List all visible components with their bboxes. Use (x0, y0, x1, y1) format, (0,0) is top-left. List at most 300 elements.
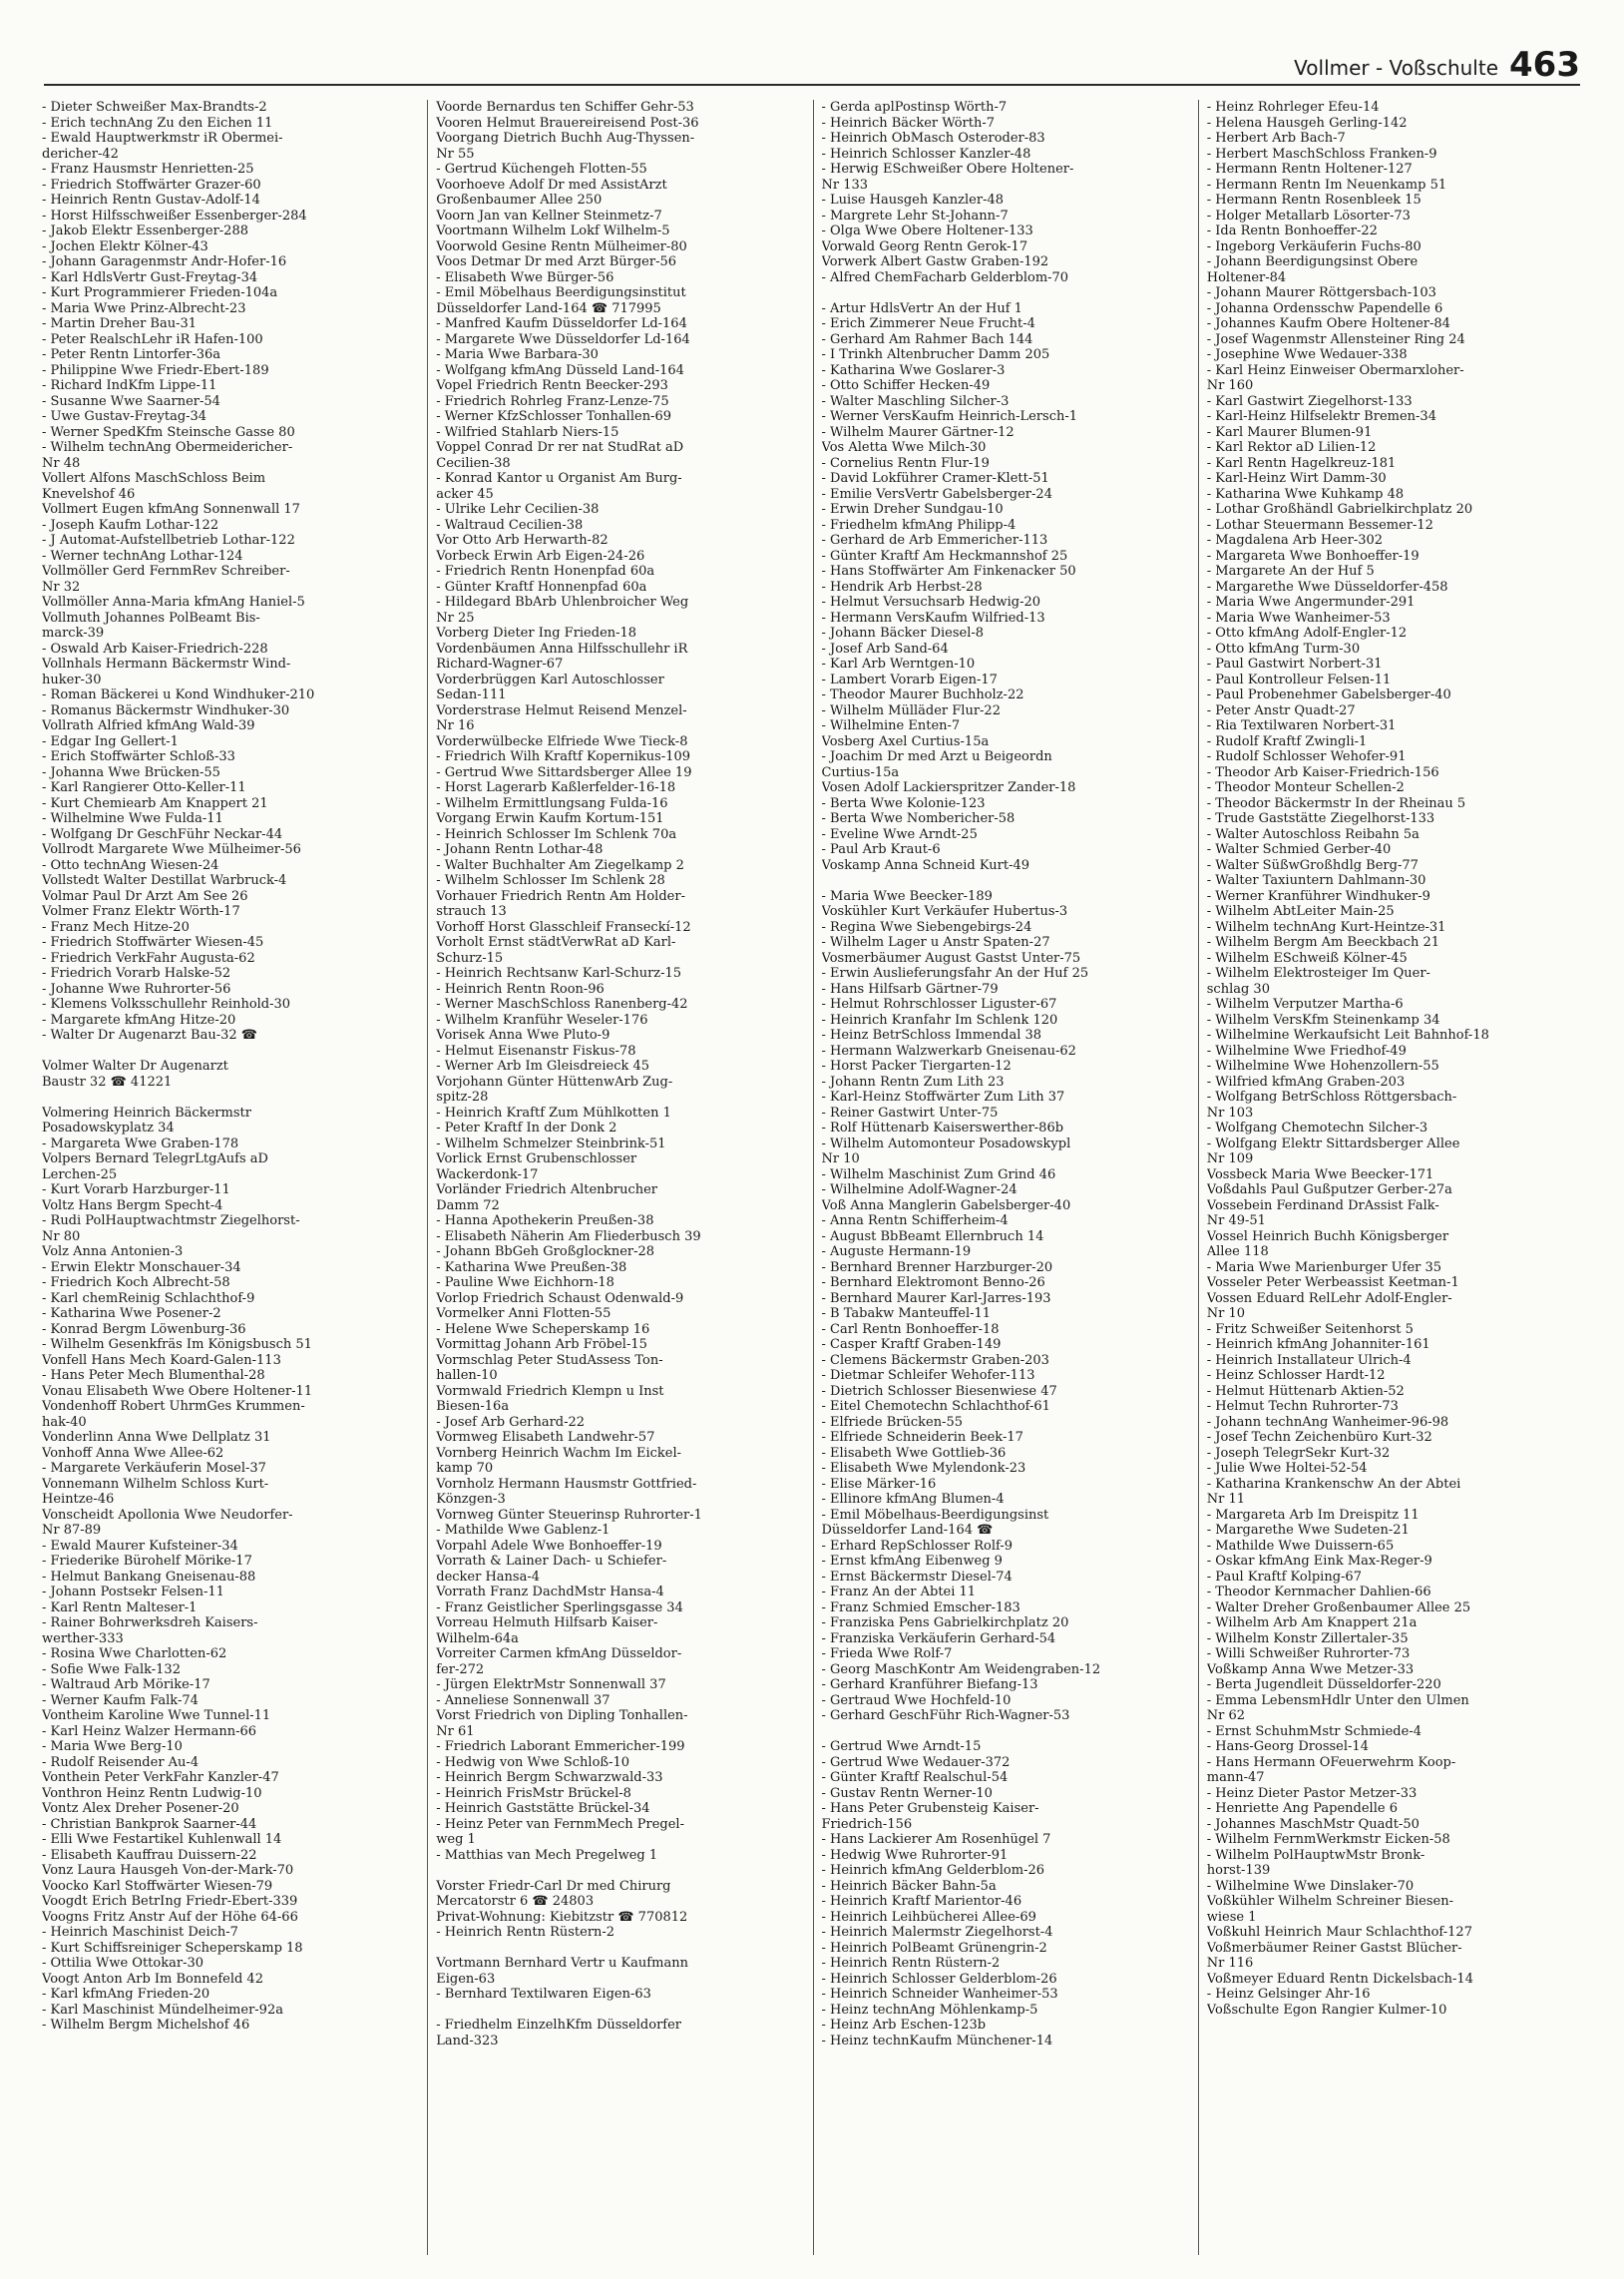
directory-entry: Vorholt Ernst städtVerwRat aD Karl- (436, 935, 676, 950)
directory-entry: Nr 25 (436, 610, 475, 626)
directory-entry: - Heinz technAng Möhlenkamp-5 (821, 2002, 1038, 2018)
directory-entry: - Helmut Hüttenarb Aktien-52 (1206, 1383, 1405, 1399)
directory-entry: - Wilhelmine Adolf-Wagner-24 (821, 1182, 1017, 1197)
directory-entry: - Johannes Kaufm Obere Holtener-84 (1206, 316, 1450, 331)
directory-entry: - Wilhelm Bergm Am Beeckbach 21 (1206, 935, 1439, 950)
directory-entry: - Josef Techn Zeichenbüro Kurt-32 (1206, 1430, 1432, 1445)
directory-entry: - Johanna Wwe Brücken-55 (42, 764, 220, 780)
directory-entry: - Friedrich VerkFahr Augusta-62 (42, 950, 255, 966)
directory-entry: - Alfred ChemFacharb Gelderblom-70 (821, 269, 1069, 285)
directory-entry: - Johann Postsekr Felsen-11 (42, 1585, 224, 1599)
directory-entry: Vor Otto Arb Herwarth-82 (436, 533, 609, 548)
directory-entry: - Margarete Wwe Düsseldorfer Ld-164 (436, 331, 690, 347)
directory-entry: Nr 10 (821, 1151, 860, 1166)
directory-entry: - Ernst kfmAng Eibenweg 9 (821, 1554, 1003, 1569)
directory-entry: Nr 61 (436, 1723, 475, 1739)
directory-entry: - Theodor Bäckermstr In der Rheinau 5 (1206, 795, 1466, 811)
directory-entry: Vollrath Alfried kfmAng Wald-39 (42, 718, 255, 733)
directory-entry: - Karl-Heinz Hilfselektr Bremen-34 (1206, 409, 1436, 424)
directory-entry: - Helmut Techn Ruhrorter-73 (1206, 1399, 1399, 1414)
directory-entry: Vorpahl Adele Wwe Bonhoeffer-19 (436, 1538, 662, 1554)
directory-entry: - Maria Wwe Angermunder-291 (1206, 595, 1416, 610)
directory-entry: - Erich Zimmerer Neue Frucht-4 (821, 316, 1035, 331)
directory-entry: - Olga Wwe Obere Holtener-133 (821, 224, 1033, 238)
directory-entry: - Maria Wwe Berg-10 (42, 1739, 183, 1754)
directory-entry: - B Tabakw Manteuffel-11 (821, 1306, 992, 1321)
directory-entry: - Hans Stoffwärter Am Finkenacker 50 (821, 564, 1076, 579)
directory-entry: - Friedrich Stoffwärter Wiesen-45 (42, 935, 264, 950)
directory-entry: - Gerhard de Arb Emmericher-113 (821, 533, 1048, 548)
directory-entry: - Rainer Bohrwerksdreh Kaisers- (42, 1615, 258, 1630)
directory-entry: Vornweg Günter Steuerinsp Ruhrorter-1 (436, 1507, 702, 1523)
directory-entry: - Helmut Rohrschlosser Liguster-67 (821, 997, 1057, 1012)
directory-entry: - Hermann Rentn Im Neuenkamp 51 (1206, 177, 1447, 193)
directory-entry: Nr 11 (1206, 1492, 1246, 1507)
directory-entry: - Karl HdlsVertr Gust-Freytag-34 (42, 269, 258, 285)
directory-entry: Vollmöller Gerd FernmRev Schreiber- (42, 564, 290, 579)
directory-entry: - Paul Gastwirt Norbert-31 (1206, 657, 1383, 672)
directory-entry: - Jakob Elektr Essenberger-288 (42, 224, 248, 238)
directory-entry: Vorderbrüggen Karl Autoschlosser (436, 672, 664, 687)
directory-entry: - Wilhelm Verputzer Martha-6 (1206, 997, 1404, 1012)
directory-entry: Schurz-15 (436, 950, 504, 966)
directory-entry: - Wilhelm Schmelzer Steinbrink-51 (436, 1136, 666, 1151)
directory-entry: kamp 70 (436, 1461, 494, 1476)
directory-entry: - Manfred Kaufm Düsseldorfer Ld-164 (436, 316, 687, 331)
directory-entry: - Dietmar Schleifer Wehofer-113 (821, 1368, 1035, 1383)
directory-entry: Nr 109 (1206, 1151, 1254, 1166)
directory-entry: - Cornelius Rentn Flur-19 (821, 455, 990, 471)
directory-entry: Friedrich-156 (821, 1816, 913, 1832)
directory-entry: Voskamp Anna Schneid Kurt-49 (821, 857, 1030, 873)
directory-entry: Voorwold Gesine Rentn Mülheimer-80 (436, 238, 687, 254)
page-number: 463 (1509, 45, 1580, 85)
directory-entry: - Kurt Chemiearb Am Knappert 21 (42, 795, 268, 811)
directory-entry: - Heinrich Rentn Rüstern-2 (436, 1925, 615, 1940)
directory-entry: - Karl chemReinig Schlachthof-9 (42, 1290, 255, 1306)
directory-entry: - Helmut Versuchsarb Hedwig-20 (821, 595, 1041, 610)
directory-entry: Nr 116 (1206, 1956, 1254, 1971)
directory-entry: - Johann Rentn Lothar-48 (436, 842, 604, 857)
directory-entry: - Philippine Wwe Friedr-Ebert-189 (42, 362, 269, 378)
directory-entry: - Heinz Dieter Pastor Metzer-33 (1206, 1785, 1418, 1801)
directory-entry: Vonau Elisabeth Wwe Obere Holtener-11 (42, 1383, 313, 1399)
directory-entry: - Ulrike Lehr Cecilien-38 (436, 502, 600, 517)
directory-entry: Vontheim Karoline Wwe Tunnel-11 (42, 1708, 271, 1723)
column-1 (42, 100, 427, 2255)
directory-entry: - Karl-Heinz Stoffwärter Zum Lith 37 (821, 1090, 1065, 1105)
directory-entry: - Helmut Bankang Gneisenau-88 (42, 1569, 256, 1585)
directory-entry: - Helena Hausgeh Gerling-142 (1206, 115, 1408, 131)
directory-entry: - Heinrich Rentn Rüstern-2 (821, 1956, 1001, 1971)
directory-entry: - Waltraud Cecilien-38 (436, 517, 584, 533)
directory-entry: - Horst Hilfsschweißer Essenberger-284 (42, 208, 307, 224)
directory-entry: - Erich Stoffwärter Schloß-33 (42, 749, 235, 764)
directory-entry: - Jürgen ElektrMstr Sonnenwall 37 (436, 1677, 666, 1692)
directory-entry: - Magdalena Arb Heer-302 (1206, 533, 1384, 548)
directory-entry: Vollmuth Johannes PolBeamt Bis- (42, 610, 260, 626)
directory-entry: - Rudolf Kraftf Zwingli-1 (1206, 733, 1368, 749)
directory-entry: decker Hansa-4 (436, 1569, 541, 1585)
directory-entry: Vorreau Helmuth Hilfsarb Kaiser- (436, 1615, 658, 1630)
directory-entry: - Heinrich Maschinist Deich-7 (42, 1925, 238, 1940)
directory-entry: Voß Anna Manglerin Gabelsberger-40 (821, 1197, 1071, 1213)
directory-entry: - Johann technAng Wanheimer-96-98 (1206, 1414, 1449, 1430)
directory-entry: Vormschlag Peter StudAssess Ton- (436, 1352, 663, 1368)
directory-entry: - Anna Rentn Schifferheim-4 (821, 1213, 1009, 1228)
directory-entry: - Waltraud Arb Mörike-17 (42, 1677, 210, 1692)
directory-entry: - Hedwig von Wwe Schloß-10 (436, 1754, 630, 1770)
directory-entry: Großenbaumer Allee 250 (436, 193, 603, 208)
directory-entry: - Fritz Schweißer Seitenhorst 5 (1206, 1321, 1414, 1337)
directory-entry: - Gertrud Küchengeh Flotten-55 (436, 162, 647, 177)
directory-entry: - Wilhelmine Werkaufsicht Leit Bahnhof-18 (1206, 1028, 1489, 1043)
directory-entry: marck-39 (42, 626, 105, 641)
directory-entry: - Heinz Peter van FernmMech Pregel- (436, 1816, 684, 1832)
directory-columns (42, 100, 1583, 2255)
directory-entry: - Maria Wwe Wanheimer-53 (1206, 610, 1391, 626)
directory-entry: - Ewald Maurer Kufsteiner-34 (42, 1538, 238, 1554)
directory-entry: Voorgang Dietrich Buchh Aug-Thyssen- (436, 131, 695, 146)
directory-entry: - Elise Märker-16 (821, 1476, 937, 1492)
directory-entry: - Otto kfmAng Turm-30 (1206, 641, 1361, 657)
directory-entry: - Margareta Wwe Graben-178 (42, 1136, 239, 1151)
directory-entry: - Karl Arb Werntgen-10 (821, 657, 976, 672)
directory-entry: - Bernhard Textilwaren Eigen-63 (436, 1987, 651, 2002)
directory-entry: - Frieda Wwe Rolf-7 (821, 1646, 953, 1661)
directory-entry: Voßmeyer Eduard Rentn Dickelsbach-14 (1206, 1971, 1473, 1987)
directory-entry: - Franz Mech Hitze-20 (42, 919, 190, 935)
directory-entry: - Franz Hausmstr Henrietten-25 (42, 162, 254, 177)
directory-entry: - Joachim Dr med Arzt u Beigeordn (821, 749, 1052, 764)
directory-entry: Nr 16 (436, 718, 475, 733)
directory-entry: - Werner KfzSchlosser Tonhallen-69 (436, 409, 671, 424)
directory-entry: - Bernhard Brenner Harzburger-20 (821, 1259, 1053, 1275)
directory-entry: - Bernhard Elektromont Benno-26 (821, 1275, 1045, 1290)
directory-entry: - Karl-Heinz Wirt Damm-30 (1206, 471, 1387, 486)
directory-entry: - Friedrich Laborant Emmericher-199 (436, 1739, 685, 1754)
directory-entry: Vorlick Ernst Grubenschlosser (436, 1151, 637, 1166)
directory-entry: - Heinz Rohrleger Efeu-14 (1206, 100, 1380, 115)
directory-entry: - Theodor Monteur Schellen-2 (1206, 780, 1405, 795)
directory-entry: - Karl Heinz Walzer Hermann-66 (42, 1723, 257, 1739)
directory-entry: Voogdt Erich BetrIng Friedr-Ebert-339 (42, 1894, 298, 1909)
directory-entry: - Johanne Wwe Ruhrorter-56 (42, 981, 231, 997)
directory-entry: - Walter Buchhalter Am Ziegelkamp 2 (436, 857, 684, 873)
directory-entry: - Heinrich kfmAng Johanniter-161 (1206, 1337, 1430, 1352)
directory-entry: - Gustav Rentn Werner-10 (821, 1785, 993, 1801)
directory-entry: Allee 118 (1206, 1244, 1269, 1259)
directory-entry: - Heinrich FrisMstr Brückel-8 (436, 1785, 631, 1801)
directory-entry: - Wilhelm Maschinist Zum Grind 46 (821, 1166, 1056, 1182)
directory-entry: - Heinrich Gaststätte Brückel-34 (436, 1801, 650, 1816)
directory-entry: - Henriette Ang Papendelle 6 (1206, 1801, 1398, 1816)
directory-entry: - Heinrich Kranfahr Im Schlenk 120 (821, 1012, 1058, 1028)
directory-entry: Vordenbäumen Anna Hilfsschullehr iR (436, 641, 688, 657)
directory-entry: Vorrath & Lainer Dach- u Schiefer- (436, 1554, 667, 1569)
directory-entry: - Ingeborg Verkäuferin Fuchs-80 (1206, 238, 1421, 254)
directory-entry: - Karl Rektor aD Lilien-12 (1206, 440, 1377, 455)
directory-entry: - Hans Hermann OFeuerwehrm Koop- (1206, 1754, 1456, 1770)
page-header (44, 44, 1580, 86)
directory-entry: Knevelshof 46 (42, 486, 136, 502)
directory-entry: Vorlop Friedrich Schaust Odenwald-9 (436, 1290, 684, 1306)
directory-entry: - Helmut Eisenanstr Fiskus-78 (436, 1043, 636, 1059)
directory-entry: Vorbeck Erwin Arb Eigen-24-26 (436, 548, 645, 564)
directory-entry: - Werner Kaufm Falk-74 (42, 1692, 199, 1708)
directory-entry: - Günter Kraftf Realschul-54 (821, 1770, 1009, 1785)
directory-entry: - Friedrich Wilh Kraftf Kopernikus-109 (436, 749, 691, 764)
directory-entry (436, 1941, 804, 1957)
directory-entry: Vonthein Peter VerkFahr Kanzler-47 (42, 1770, 279, 1785)
column-2 (427, 100, 812, 2255)
directory-entry: - Wolfgang Chemotechn Silcher-3 (1206, 1121, 1428, 1136)
directory-entry: - Margareta Arb Im Dreispitz 11 (1206, 1507, 1420, 1523)
directory-entry: - Wilhelm Bergm Michelshof 46 (42, 2018, 250, 2033)
directory-entry: - Wolfgang BetrSchloss Röttgersbach- (1206, 1090, 1457, 1105)
directory-entry: Vonnemann Wilhelm Schloss Kurt- (42, 1476, 269, 1492)
directory-entry: Vormwald Friedrich Klempn u Inst (436, 1383, 664, 1399)
directory-entry: - Heinrich Malermstr Ziegelhorst-4 (821, 1925, 1053, 1940)
directory-entry: Holtener-84 (1206, 269, 1287, 285)
directory-entry: Vontz Alex Dreher Posener-20 (42, 1801, 239, 1816)
directory-entry: Curtius-15a (821, 764, 900, 780)
directory-entry: - David Lokführer Cramer-Klett-51 (821, 471, 1049, 486)
directory-entry: Privat-Wohnung: Kiebitzstr ☎ 770812 (436, 1909, 688, 1925)
directory-entry: - Josephine Wwe Wedauer-338 (1206, 347, 1408, 362)
directory-entry: - Erwin Elektr Monschauer-34 (42, 1259, 241, 1275)
directory-entry: Lerchen-25 (42, 1166, 118, 1182)
directory-entry: - Johann Garagenmstr Andr-Hofer-16 (42, 254, 287, 269)
directory-entry: Volmer Franz Elektr Wörth-17 (42, 904, 240, 919)
directory-entry: - Werner VersKaufm Heinrich-Lersch-1 (821, 409, 1078, 424)
directory-entry: - Heinrich Leihbücherei Allee-69 (821, 1909, 1036, 1925)
directory-entry: - Katharina Krankenschw An der Abtei (1206, 1476, 1461, 1492)
directory-entry: - Wilhelm Gesenkfräs Im Königsbusch 51 (42, 1337, 312, 1352)
directory-entry: - Ewald Hauptwerkmstr iR Obermei- (42, 131, 283, 146)
directory-entry: Volz Anna Antonien-3 (42, 1244, 184, 1259)
directory-entry: mann-47 (1206, 1770, 1265, 1785)
directory-entry: - Walter Autoschloss Reibahn 5a (1206, 826, 1420, 842)
directory-entry: - Walter Schmied Gerber-40 (1206, 842, 1392, 857)
directory-entry: Damm 72 (436, 1197, 500, 1213)
directory-entry: - Wilhelm Mülläder Flur-22 (821, 702, 1001, 718)
directory-entry: - Karl Maurer Blumen-91 (1206, 424, 1373, 440)
directory-entry (822, 873, 1190, 889)
directory-entry: Voorhoeve Adolf Dr med AssistArzt (436, 177, 667, 193)
directory-entry: Biesen-16a (436, 1399, 510, 1414)
directory-entry: - Wilhelm ESchweiß Kölner-45 (1206, 950, 1408, 966)
directory-entry: Vorhoff Horst Glasschleif Franseckí-12 (436, 919, 691, 935)
directory-entry: Vonz Laura Hausgeh Von-der-Mark-70 (42, 1863, 294, 1878)
directory-entry: Vorjohann Günter HüttenwArb Zug- (436, 1074, 673, 1090)
directory-entry: - Walter Dreher Großenbaumer Allee 25 (1206, 1599, 1471, 1615)
directory-entry: - Hans Hilfsarb Gärtner-79 (821, 981, 999, 997)
directory-entry: - Heinrich kfmAng Gelderblom-26 (821, 1863, 1045, 1878)
directory-entry: - Heinrich Schlosser Kanzler-48 (821, 146, 1031, 162)
directory-entry: Könzgen-3 (436, 1492, 506, 1507)
directory-entry: - Walter Maschling Silcher-3 (821, 393, 1010, 409)
directory-entry: - Peter RealschLehr iR Hafen-100 (42, 331, 263, 347)
directory-entry: - Peter Rentn Lintorfer-36a (42, 347, 221, 362)
directory-entry: - Franz An der Abtei 11 (821, 1585, 977, 1599)
directory-entry: Vollmert Eugen kfmAng Sonnenwall 17 (42, 502, 300, 517)
directory-entry: - Elisabeth Kauffrau Duissern-22 (42, 1847, 257, 1863)
directory-entry: Vorderwülbecke Elfriede Wwe Tieck-8 (436, 733, 688, 749)
directory-entry: Vollnhals Hermann Bäckermstr Wind- (42, 657, 291, 672)
directory-entry: - Margrete Lehr St-Johann-7 (821, 208, 1009, 224)
directory-entry: - Rudolf Reisender Au-4 (42, 1754, 200, 1770)
running-head: Vollmer - Voßschulte (1294, 56, 1498, 80)
directory-entry: - Heinrich Bergm Schwarzwald-33 (436, 1770, 663, 1785)
directory-entry (436, 2003, 804, 2019)
directory-entry: - Maria Wwe Barbara-30 (436, 347, 599, 362)
directory-entry: - Maria Wwe Marienburger Ufer 35 (1206, 1259, 1442, 1275)
directory-entry: - Wilhelm Lager u Anstr Spaten-27 (821, 935, 1050, 950)
directory-entry: Vollstedt Walter Destillat Warbruck-4 (42, 873, 287, 888)
directory-entry: - Emil Möbelhaus Beerdigungsinstitut (436, 285, 686, 300)
directory-entry: - Günter Kraftf Am Heckmannshof 25 (821, 548, 1068, 564)
directory-entry: Voßschulte Egon Rangier Kulmer-10 (1206, 2002, 1447, 2018)
directory-entry: - Walter Dr Augenarzt Bau-32 ☎ (42, 1028, 257, 1043)
directory-entry: - Lothar Großhändl Gabrielkirchplatz 20 (1206, 502, 1473, 517)
directory-entry: spitz-28 (436, 1090, 489, 1105)
directory-entry: - Anneliese Sonnenwall 37 (436, 1692, 610, 1708)
directory-entry: Düsseldorfer Land-164 ☎ 717995 (436, 300, 661, 316)
directory-entry: - Friedrich Koch Albrecht-58 (42, 1275, 230, 1290)
directory-entry: - Carl Rentn Bonhoeffer-18 (821, 1321, 1000, 1337)
directory-entry: Vorst Friedrich von Dipling Tonhallen- (436, 1708, 688, 1723)
directory-entry: Voogns Fritz Anstr Auf der Höhe 64-66 (42, 1909, 298, 1925)
directory-entry: - Rudi PolHauptwachtmstr Ziegelhorst- (42, 1213, 300, 1228)
directory-entry: - Romanus Bäckermstr Windhuker-30 (42, 702, 290, 718)
directory-entry: Sedan-111 (436, 687, 507, 702)
directory-entry: Vos Aletta Wwe Milch-30 (821, 440, 987, 455)
directory-entry: Vorreiter Carmen kfmAng Düsseldor- (436, 1646, 682, 1661)
directory-entry: hak-40 (42, 1414, 87, 1430)
directory-entry: Vosberg Axel Curtius-15a (821, 733, 990, 749)
directory-entry: - Erich technAng Zu den Eichen 11 (42, 115, 273, 131)
directory-entry: Vonthron Heinz Rentn Ludwig-10 (42, 1785, 262, 1801)
directory-entry: - Josef Arb Gerhard-22 (436, 1414, 586, 1430)
directory-entry: - Ottilia Wwe Ottokar-30 (42, 1956, 204, 1971)
directory-entry: Voogt Anton Arb Im Bonnefeld 42 (42, 1971, 263, 1987)
directory-entry: Vooren Helmut Brauereireisend Post-36 (436, 115, 699, 131)
directory-entry: - Wilhelm AbtLeiter Main-25 (1206, 904, 1395, 919)
directory-entry: - Walter SüßwGroßhdlg Berg-77 (1206, 857, 1419, 873)
directory-entry: - Gertrud Wwe Arndt-15 (821, 1739, 982, 1754)
directory-entry: - Mathilde Wwe Gablenz-1 (436, 1523, 610, 1538)
directory-entry: - Elisabeth Näherin Am Fliederbusch 39 (436, 1228, 701, 1244)
directory-entry: Vossel Heinrich Buchh Königsberger (1206, 1228, 1449, 1244)
directory-entry: - Susanne Wwe Saarner-54 (42, 393, 220, 409)
directory-entry: - Otto kfmAng Adolf-Engler-12 (1206, 626, 1408, 641)
directory-entry: - Franz Schmied Emscher-183 (821, 1599, 1020, 1615)
directory-entry: - Eveline Wwe Arndt-25 (821, 826, 978, 842)
directory-entry: - Wilhelmine Wwe Dinslaker-70 (1206, 1878, 1415, 1894)
directory-entry: - Ernst Bäckermstr Diesel-74 (821, 1569, 1013, 1585)
directory-entry: - Heinrich Schneider Wanheimer-53 (821, 1987, 1058, 2002)
directory-entry: - Ellinore kfmAng Blumen-4 (821, 1492, 1005, 1507)
directory-entry: - Peter Anstr Quadt-27 (1206, 702, 1356, 718)
directory-entry: wiese 1 (1206, 1909, 1257, 1925)
directory-entry: - Elisabeth Wwe Gottlieb-36 (821, 1445, 1007, 1461)
directory-entry: - Erhard RepSchlosser Rolf-9 (821, 1538, 1014, 1554)
directory-entry: Vossen Eduard RelLehr Adolf-Engler- (1206, 1290, 1452, 1306)
directory-entry: - Johanna Ordensschw Papendelle 6 (1206, 300, 1443, 316)
directory-entry: - Helene Wwe Scheperskamp 16 (436, 1321, 650, 1337)
directory-entry: - Gertrud Wwe Wedauer-372 (821, 1754, 1011, 1770)
directory-entry: - Heinrich Rentn Gustav-Adolf-14 (42, 193, 260, 208)
directory-entry: - Karl Gastwirt Ziegelhorst-133 (1206, 393, 1413, 409)
directory-entry: - Werner technAng Lothar-124 (42, 548, 243, 564)
directory-entry: Eigen-63 (436, 1971, 496, 1987)
directory-entry: - Hanna Apothekerin Preußen-38 (436, 1213, 654, 1228)
directory-entry: Mercatorstr 6 ☎ 24803 (436, 1894, 595, 1909)
directory-entry: - August BbBeamt Ellernbruch 14 (821, 1228, 1044, 1244)
directory-entry: - Oskar kfmAng Eink Max-Reger-9 (1206, 1554, 1432, 1569)
directory-entry: - Ida Rentn Bonhoeffer-22 (1206, 224, 1378, 238)
directory-entry: - Wilhelm Schlosser Im Schlenk 28 (436, 873, 665, 888)
directory-entry: - Margareta Wwe Bonhoeffer-19 (1206, 548, 1420, 564)
directory-entry: - Joseph TelegrSekr Kurt-32 (1206, 1445, 1391, 1461)
directory-entry: - Wolfgang Elektr Sittardsberger Allee (1206, 1136, 1460, 1151)
directory-entry: - Wilhelm Automonteur Posadowskypl (821, 1136, 1071, 1151)
directory-entry: Cecilien-38 (436, 455, 511, 471)
directory-entry: - Heinrich Schlosser Gelderblom-26 (821, 1971, 1057, 1987)
directory-entry: - Johannes MaschMstr Quadt-50 (1206, 1816, 1420, 1832)
directory-entry: - Reiner Gastwirt Unter-75 (821, 1105, 999, 1121)
directory-entry: - Hans-Georg Drossel-14 (1206, 1739, 1369, 1754)
directory-entry: - Hans Peter Mech Blumenthal-28 (42, 1368, 265, 1383)
directory-entry: Vorhauer Friedrich Rentn Am Holder- (436, 888, 685, 904)
directory-entry: Vondenhoff Robert UhrmGes Krummen- (42, 1399, 305, 1414)
directory-entry: - Werner Arb Im Gleisdreieck 45 (436, 1059, 650, 1074)
directory-entry: - Joseph Kaufm Lothar-122 (42, 517, 219, 533)
directory-entry: - Wilhelm technAng Obermeidericher- (42, 440, 293, 455)
directory-entry: - Ria Textilwaren Norbert-31 (1206, 718, 1397, 733)
directory-entry: - Heinrich PolBeamt Grünengrin-2 (821, 1940, 1047, 1956)
directory-entry: - Lambert Vorarb Eigen-17 (821, 672, 998, 687)
directory-entry: - Wilhelm Ermittlungsang Fulda-16 (436, 795, 668, 811)
directory-entry: Voppel Conrad Dr rer nat StudRat aD (436, 440, 684, 455)
directory-entry: - Franziska Pens Gabrielkirchplatz 20 (821, 1615, 1069, 1630)
directory-entry: Voßkamp Anna Wwe Metzer-33 (1206, 1661, 1415, 1677)
directory-entry: - Elfriede Brücken-55 (821, 1414, 963, 1430)
directory-entry: - Heinz Arb Eschen-123b (821, 2018, 987, 2033)
column-4 (1198, 100, 1583, 2255)
directory-entry: Nr 87-89 (42, 1523, 102, 1538)
directory-entry: - Sofie Wwe Falk-132 (42, 1661, 181, 1677)
directory-entry: Voltz Hans Bergm Specht-4 (42, 1197, 223, 1213)
column-3 (813, 100, 1198, 2255)
directory-entry (42, 1044, 419, 1060)
directory-entry: - Walter Taxiuntern Dahlmann-30 (1206, 873, 1426, 888)
directory-entry: Posadowskyplatz 34 (42, 1121, 175, 1136)
directory-entry: - Martin Dreher Bau-31 (42, 316, 198, 331)
directory-entry: - Eitel Chemotechn Schlachthof-61 (821, 1399, 1050, 1414)
directory-entry: - Friedrich Rohrleg Franz-Lenze-75 (436, 393, 669, 409)
directory-entry: - Hendrik Arb Herbst-28 (821, 579, 983, 595)
directory-entry: Voorde Bernardus ten Schiffer Gehr-53 (436, 100, 694, 115)
directory-entry: - Elfriede Schneiderin Beek-17 (821, 1430, 1023, 1445)
directory-entry: - Georg MaschKontr Am Weidengraben-12 (821, 1661, 1101, 1677)
directory-entry: - Gerhard Am Rahmer Bach 144 (821, 331, 1033, 347)
directory-entry: Nr 62 (1206, 1708, 1246, 1723)
directory-entry (822, 1724, 1190, 1740)
directory-entry: - Willi Schweißer Ruhrorter-73 (1206, 1646, 1411, 1661)
directory-entry: Voßdahls Paul Gußputzer Gerber-27a (1206, 1182, 1452, 1197)
